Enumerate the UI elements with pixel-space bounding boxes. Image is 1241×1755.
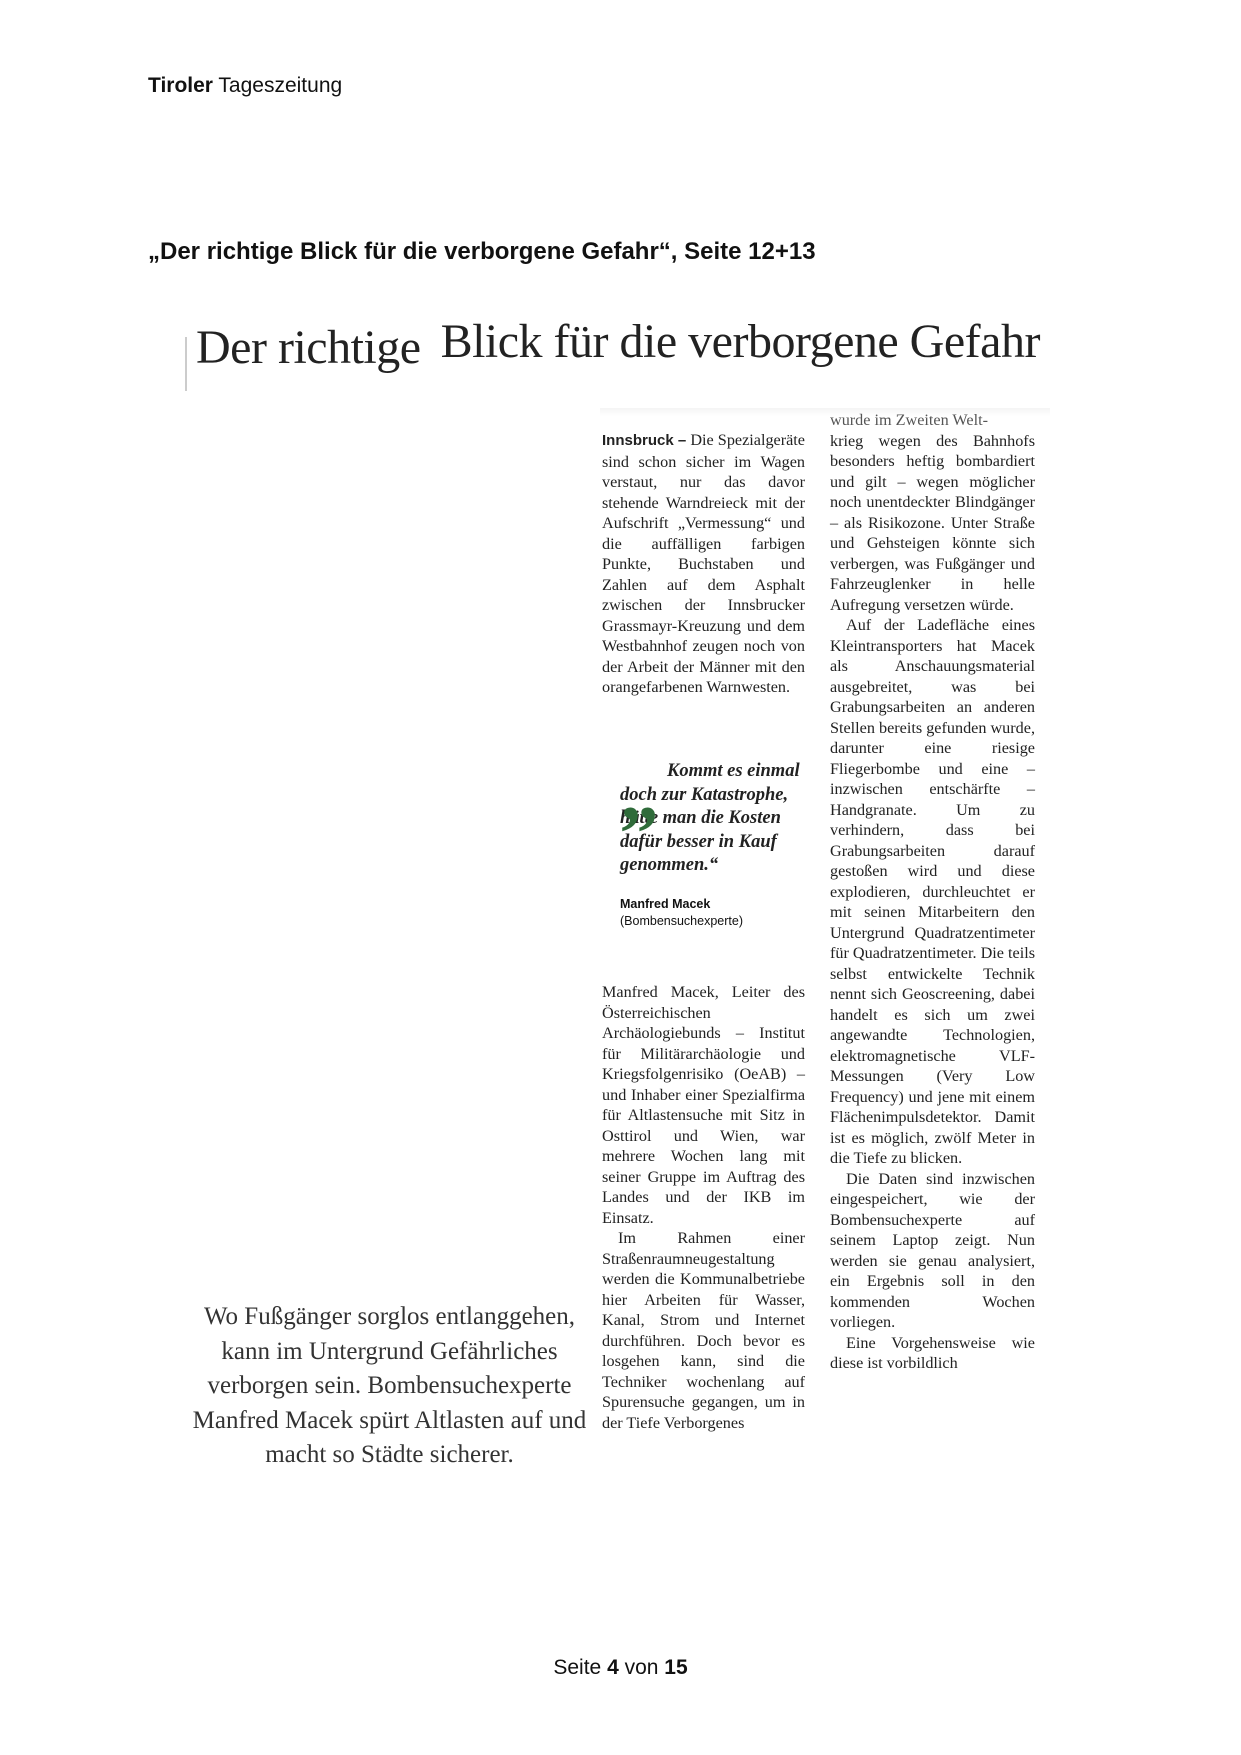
- quote-mark-icon: „: [620, 749, 659, 836]
- total-pages: 15: [664, 1656, 688, 1679]
- publication-name-rest: Tageszeitung: [212, 74, 343, 97]
- paragraph-continued-top: wurde im Zweiten Welt-: [830, 411, 988, 429]
- paragraph-7: Eine Vorgehensweise wie diese ist vorbildlich: [830, 1333, 1035, 1372]
- pull-quote: [620, 749, 810, 930]
- article-title: [196, 315, 1040, 375]
- page-footer: [0, 1656, 1241, 1680]
- article-column-2: [830, 410, 1035, 1374]
- quote-author: Manfred Macek: [620, 896, 711, 911]
- dateline: Innsbruck –: [602, 432, 687, 449]
- quote-role: (Bombensuchexperte): [620, 913, 743, 928]
- footer-prefix: Seite: [553, 1656, 608, 1679]
- article-lead: Wo Fußgänger sorglos entlanggehen, kann im Untergrund Gefährliches verborgen sein. Bombensuchexperte Manfred Macek spürt Altlasten auf und macht so Städte sicherer.: [192, 1303, 587, 1468]
- publication-name-bold: Tiroler: [148, 74, 213, 97]
- article-title-part1: Der richtige: [196, 321, 421, 374]
- paragraph-3: Im Rahmen einer Straßenraumneugestaltung werden die Kommunalbetriebe hier Arbeiten für Wasser, Kanal, Strom und Internet durchführen. Doch bevor es losgehen kann, sind die Techniker wochenlang auf Spurensuche gegangen, um in der Tiefe Verborgenes: [602, 1229, 805, 1432]
- paragraph-1: Die Spezialgeräte sind schon sicher im Wagen verstaut, nur das davor stehende Warndreieck mit der Aufschrift „Vermessung“ und die auffälligen farbigen Punkte, Buchstaben und Zahlen auf dem Asphalt zwischen der Innsbrucker Grassmayr-Kreuzung und dem Westbahnhof zeugen noch von der Arbeit der Männer mit den orangefarbenen Warnwesten.: [602, 431, 805, 696]
- article-caption: „Der richtige Blick für die verborgene Gefahr“, Seite 12+13: [148, 238, 816, 265]
- title-divider: [185, 337, 187, 391]
- quote-text: Kommt es einmal doch zur Katastrophe, hätte man die Kosten dafür besser in Kauf genommen.“: [620, 761, 800, 875]
- current-page: 4: [607, 1656, 619, 1679]
- quote-attribution: [620, 896, 810, 930]
- paragraph-5: Auf der Ladefläche eines Kleintransporters hat Macek als Anschauungsmaterial ausgebreitet, was bei Grabungsarbeiten an anderen Stellen bereits gefunden wurde, darunter eine riesige Fliegerbombe und eine – inzwischen entschärfte – Handgranate. Um zu verhindern, dass bei Grabungsarbeiten darauf gestoßen wird und diese explodieren, durchleuchtet er mit seinen Mitarbeitern den Untergrund Quadratzentimeter für Quadratzentimeter. Die teils selbst entwickelte Technik nennt sich Geoscreening, dabei handelt es sich um zwei angewandte Technologien, elektromagnetische VLF-Messungen (Very Low Frequency) und jene mit einem Flächenimpulsdetektor. Damit ist es möglich, zwölf Meter in die Tiefe zu blicken.: [830, 616, 1035, 1167]
- paragraph-6: Die Daten sind inzwischen eingespeichert, wie der Bombensuchexperte auf seinem Laptop zeigt. Nun werden sie genau analysiert, ein Ergebnis soll in den kommenden Wochen vorliegen.: [830, 1169, 1035, 1331]
- article-title-part2: Blick für die verborgene Gefahr: [440, 315, 1040, 368]
- paragraph-2: Manfred Macek, Leiter des Österreichischen Archäologiebunds – Institut für Militärarchäologie und Kriegsfolgenrisiko (OeAB) – und Inhaber einer Spezialfirma für Altlastensuche mit Sitz in Osttirol und Wien, war mehrere Wochen lang mit seiner Gruppe im Auftrag des Landes und der IKB im Einsatz.: [602, 983, 805, 1227]
- footer-middle: von: [618, 1656, 665, 1679]
- paragraph-4: krieg wegen des Bahnhofs besonders heftig bombardiert und gilt – wegen möglicher noch unentdeckter Blindgänger – als Risikozone. Unter Straße und Gehsteigen könnte sich verbergen, was Fußgänger und Fahrzeuglenker in helle Aufregung versetzen würde.: [830, 431, 1035, 614]
- publication-name: [148, 74, 342, 98]
- article-column-1-bottom: [602, 982, 805, 1433]
- article-column-1-top: [602, 430, 805, 698]
